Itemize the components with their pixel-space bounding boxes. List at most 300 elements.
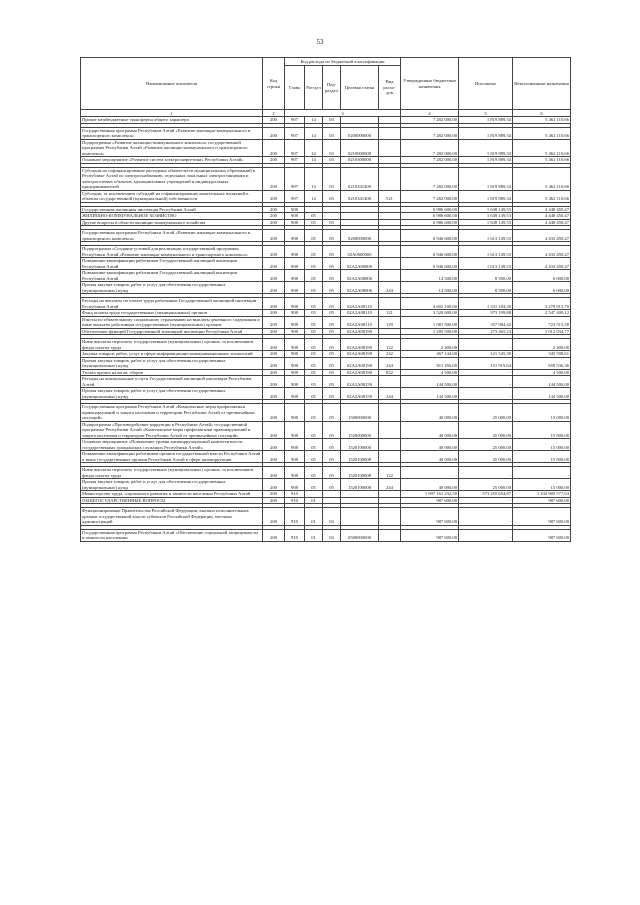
budget-table (80, 57, 571, 542)
row-section: 05 (305, 230, 323, 242)
header-approved: Утвержденные бюджетные назначения (401, 58, 459, 110)
table-row (81, 316, 571, 328)
row-subsection: 05 (323, 219, 341, 226)
row-line-code: 200 (263, 388, 285, 400)
row-chapter: 908 (285, 310, 305, 317)
row-target-item: 1520100000 (341, 439, 379, 451)
row-expense-type: 852 (379, 369, 401, 376)
row-name: Подпрограмма «Развитие жилищно-коммунального комплекса» государственной программы Республики Алтай «Развитие жилищно-коммунального и транспортного комплекса» (81, 139, 263, 157)
row-name: Взносы по обязательному социальному страхованию на выплаты денежного содержания и иные выплаты работникам государственных (муниципальных) органов (81, 316, 263, 328)
column-number: 6 (513, 110, 571, 117)
row-approved: 40 000,00 (401, 479, 459, 491)
row-target-item: 02А2А08190 (341, 351, 379, 358)
row-chapter: 908 (285, 467, 305, 479)
row-executed: 25 000,00 (459, 439, 513, 451)
row-name: Субсидии, за исключением субсидий на софинансирование капитальных вложений в объекты государственной (муниципальной) собственности (81, 190, 263, 202)
table-row (81, 451, 571, 463)
row-section: 05 (305, 270, 323, 282)
row-target-item: 02А2А08190 (341, 328, 379, 335)
row-expense-type (379, 139, 401, 157)
row-chapter: 907 (285, 117, 305, 124)
row-approved: 40 000,00 (401, 451, 459, 463)
row-section: 05 (305, 298, 323, 310)
row-subsection: 03 (323, 157, 341, 164)
row-section: 01 (305, 508, 323, 526)
row-section: 01 (305, 529, 323, 541)
row-executed: 1 819 889,34 (459, 167, 513, 190)
row-subsection: 05 (323, 328, 341, 335)
column-number: 4 (401, 110, 459, 117)
row-target-item: 02А2А08110 (341, 316, 379, 328)
table-row (81, 282, 571, 294)
row-name: Обеспечение функций Государственной жилищной инспекции Республики Алтай (81, 328, 263, 335)
row-approved: 6 986 600,00 (401, 213, 459, 220)
row-executed: 273 465,23 (459, 328, 513, 335)
table-row (81, 376, 571, 388)
row-expense-type (379, 376, 401, 388)
row-name: Фонд оплаты труда государственных (муниципальных) органов (81, 310, 263, 317)
row-executed: 1 638 149,53 (459, 206, 513, 213)
row-approved: - (401, 467, 459, 479)
row-executed: 1 819 889,34 (459, 127, 513, 139)
row-line-code: 200 (263, 258, 285, 270)
row-target-item: 02А2А08110 (341, 310, 379, 317)
row-subsection: 03 (323, 190, 341, 202)
row-expense-type (379, 421, 401, 439)
row-subsection: 05 (323, 467, 341, 479)
table-row (81, 467, 571, 479)
row-subsection: 05 (323, 451, 341, 463)
row-name: Расходы на выплаты по оплате труда работников Государственной жилищной инспекции Республики Алтай (81, 298, 263, 310)
row-unexecuted: 6 000,00 (513, 270, 571, 282)
row-line-code: 200 (263, 369, 285, 376)
row-name: Иные выплаты персоналу государственных (муниципальных) органов, за исключением фонда оплаты труда (81, 339, 263, 351)
row-executed: 1 613 149,53 (459, 246, 513, 258)
row-approved: 2 400,00 (401, 339, 459, 351)
row-name: Функционирование Правительства Российской Федерации, высших исполнительных органов государственной власти субъектов Российской Федерации, местных администраций (81, 508, 263, 526)
header-expense-type: Вид расхо-дов (379, 66, 401, 110)
row-executed: 973 199,88 (459, 310, 513, 317)
row-executed: 1 819 889,34 (459, 157, 513, 164)
row-approved: 6 986 600,00 (401, 206, 459, 213)
row-approved: 7 282 000,00 (401, 157, 459, 164)
header-chapter: Глава (285, 66, 305, 110)
row-expense-type (379, 167, 401, 190)
row-executed: 357 984,42 (459, 316, 513, 328)
row-unexecuted: 1 333 905 577,63 (513, 491, 571, 498)
row-approved: 4 500,00 (401, 369, 459, 376)
row-line-code: 200 (263, 127, 285, 139)
row-executed: 1 613 149,53 (459, 258, 513, 270)
row-executed: - (459, 508, 513, 526)
row-name: Министерство труда, социального развития и занятости населения Республики Алтай (81, 491, 263, 498)
table-row (81, 479, 571, 491)
row-section: 14 (305, 127, 323, 139)
row-target-item: 02А2А08159 (341, 376, 379, 388)
row-expense-type: 244 (379, 388, 401, 400)
table-row (81, 529, 571, 541)
header-section: Раз-дел (305, 66, 323, 110)
row-executed: 1 638 149,53 (459, 213, 513, 220)
row-chapter: 908 (285, 230, 305, 242)
row-chapter: 908 (285, 339, 305, 351)
table-row (81, 339, 571, 351)
row-target-item: 0500000000 (341, 529, 379, 541)
row-executed: 573 255 654,87 (459, 491, 513, 498)
row-unexecuted: 987 600,00 (513, 508, 571, 526)
row-name: Подпрограмма «Противодействие коррупции в Республике Алтай» государственной программы Республики Алтай «Комплексные меры профилактики правонарушений и защита населения и территории Республики Алтай от чрезвычайных ситуаций» (81, 421, 263, 439)
row-expense-type: 121 (379, 310, 401, 317)
row-unexecuted: 345 598,61 (513, 351, 571, 358)
row-subsection: 05 (323, 339, 341, 351)
row-chapter: 908 (285, 206, 305, 213)
row-unexecuted: 2 400,00 (513, 339, 571, 351)
table-row (81, 270, 571, 282)
row-name: Иные выплаты персоналу государственных (муниципальных) органов, за исключением фонда оплаты труда (81, 467, 263, 479)
row-target-item: 02А2А08006 (341, 270, 379, 282)
row-expense-type (379, 508, 401, 526)
row-name: Субсидии на софинансирование расходных обязательств муниципальных образований в Республике Алтай по электроснабжению, отдельных локальных электростанциями и электросетевых объектов, муниципальных учреждений и индивидуальных предпринимателей (81, 167, 263, 190)
row-name: Основное мероприятие «Повышение уровня антикоррупционной компетентности государственных гражданских служащих Республики Алтай» (81, 439, 263, 451)
row-target-item: 1520000000 (341, 421, 379, 439)
table-row (81, 439, 571, 451)
row-chapter: 908 (285, 351, 305, 358)
row-line-code: 200 (263, 219, 285, 226)
row-section: 05 (305, 357, 323, 369)
row-approved: 6 946 600,00 (401, 246, 459, 258)
row-expense-type: 122 (379, 467, 401, 479)
row-name: ОБЩЕГОСУДАРСТВЕННЫЕ ВОПРОСЫ (81, 497, 263, 504)
row-line-code: 200 (263, 270, 285, 282)
row-chapter: 908 (285, 246, 305, 258)
row-section: 05 (305, 376, 323, 388)
row-executed: 8 500,00 (459, 270, 513, 282)
row-approved: 6 946 600,00 (401, 258, 459, 270)
row-subsection: 05 (323, 351, 341, 358)
row-target-item: 02А2А08190 (341, 369, 379, 376)
row-section: 05 (305, 369, 323, 376)
row-executed: 25 000,00 (459, 421, 513, 439)
row-line-code: 200 (263, 491, 285, 498)
row-approved: 14 500,00 (401, 270, 459, 282)
row-section: 05 (305, 246, 323, 258)
row-line-code: 200 (263, 213, 285, 220)
row-name: Повышение квалификации работников Государственной жилищной инспекции Республики Алтай (81, 258, 263, 270)
row-executed: 25 000,00 (459, 404, 513, 422)
row-line-code: 200 (263, 282, 285, 294)
row-unexecuted: 1 012 034,77 (513, 328, 571, 335)
row-subsection: 05 (323, 421, 341, 439)
row-chapter: 908 (285, 369, 305, 376)
row-target-item: 0210300000 (341, 157, 379, 164)
row-name: Уплата прочих налогов, сборов (81, 369, 263, 376)
row-approved: 40 000,00 (401, 421, 459, 439)
row-approved: 40 000,00 (401, 404, 459, 422)
table-row (81, 404, 571, 422)
row-section: 05 (305, 351, 323, 358)
row-approved: 7 282 000,00 (401, 127, 459, 139)
header-budget-code-group: Код расхода по бюджетной классификации (285, 58, 401, 66)
row-target-item: 02А2А08006 (341, 282, 379, 294)
row-section: 05 (305, 258, 323, 270)
row-line-code: 200 (263, 404, 285, 422)
row-subsection: 05 (323, 258, 341, 270)
row-approved: 7 282 000,00 (401, 139, 459, 157)
row-subsection: 04 (323, 529, 341, 541)
row-chapter: 908 (285, 213, 305, 220)
row-target-item: 0210341400 (341, 190, 379, 202)
table-row (81, 246, 571, 258)
header-indicator: Наименование показателя (81, 58, 263, 110)
row-chapter: 910 (285, 529, 305, 541)
row-subsection: 05 (323, 369, 341, 376)
row-unexecuted: 4 448 450,47 (513, 213, 571, 220)
row-section: 05 (305, 421, 323, 439)
row-chapter: 908 (285, 439, 305, 451)
row-section: 14 (305, 157, 323, 164)
row-approved: 1 081 500,00 (401, 316, 459, 328)
row-approved: 6 986 600,00 (401, 219, 459, 226)
row-line-code: 200 (263, 190, 285, 202)
row-unexecuted: 659 536,36 (513, 357, 571, 369)
row-name: Государственная жилищная инспекция Республики Алтай (81, 206, 263, 213)
row-unexecuted: 15 000,00 (513, 451, 571, 463)
row-executed: 1 331 184,30 (459, 298, 513, 310)
row-chapter: 907 (285, 167, 305, 190)
row-line-code: 200 (263, 497, 285, 504)
row-unexecuted: 144 500,00 (513, 376, 571, 388)
row-expense-type (379, 451, 401, 463)
row-expense-type: 122 (379, 339, 401, 351)
row-approved: 987 600,00 (401, 529, 459, 541)
row-line-code: 200 (263, 421, 285, 439)
row-line-code: 200 (263, 139, 285, 157)
row-executed: - (459, 339, 513, 351)
row-approved: 987 600,00 (401, 508, 459, 526)
table-row (81, 127, 571, 139)
row-section: 14 (305, 190, 323, 202)
row-line-code: 200 (263, 206, 285, 213)
row-section: 05 (305, 388, 323, 400)
row-section: 05 (305, 451, 323, 463)
row-target-item: 02А0000000 (341, 246, 379, 258)
row-approved: 7 282 000,00 (401, 117, 459, 124)
row-chapter: 908 (285, 421, 305, 439)
header-executed: Исполнено (459, 58, 513, 110)
row-name: Другие вопросы в области жилищно-коммунального хозяйства (81, 219, 263, 226)
row-subsection: 03 (323, 127, 341, 139)
row-target-item: 1520100008 (341, 479, 379, 491)
table-row (81, 258, 571, 270)
row-chapter: 908 (285, 282, 305, 294)
row-target-item: 1500000000 (341, 404, 379, 422)
row-target-item: 02А2А08110 (341, 298, 379, 310)
row-line-code: 200 (263, 157, 285, 164)
row-chapter: 908 (285, 258, 305, 270)
row-line-code: 200 (263, 451, 285, 463)
row-unexecuted: 5 462 110,66 (513, 190, 571, 202)
row-line-code: 200 (263, 529, 285, 541)
row-name: ЖИЛИЩНО-КОММУНАЛЬНОЕ ХОЗЯЙСТВО (81, 213, 263, 220)
row-expense-type (379, 246, 401, 258)
row-chapter: 908 (285, 298, 305, 310)
row-subsection: 05 (323, 404, 341, 422)
row-subsection: 05 (323, 282, 341, 294)
row-name: Прочая закупка товаров, работ и услуг для обеспечения государственных (муниципальных) нужд (81, 357, 263, 369)
row-target-item: 0210341400 (341, 167, 379, 190)
row-section: 14 (305, 117, 323, 124)
row-target-item: 02А2А08190 (341, 357, 379, 369)
row-subsection: 03 (323, 117, 341, 124)
row-chapter: 908 (285, 388, 305, 400)
row-chapter: 908 (285, 316, 305, 328)
row-section: 05 (305, 282, 323, 294)
row-expense-type: 244 (379, 282, 401, 294)
row-expense-type (379, 439, 401, 451)
row-chapter: 908 (285, 357, 305, 369)
column-number: 2 (263, 110, 285, 117)
row-unexecuted: 2 547 400,12 (513, 310, 571, 317)
row-unexecuted: 5 462 110,66 (513, 157, 571, 164)
row-executed: 1 819 889,34 (459, 139, 513, 157)
row-expense-type: 244 (379, 357, 401, 369)
row-chapter: 908 (285, 451, 305, 463)
row-name: Прочая закупка товаров, работ и услуг для обеспечения государственных (муниципальных) нужд (81, 282, 263, 294)
row-approved: 1 285 500,00 (401, 328, 459, 335)
row-executed: - (459, 388, 513, 400)
table-row (81, 388, 571, 400)
row-expense-type (379, 270, 401, 282)
row-executed: 1 613 149,53 (459, 230, 513, 242)
row-executed: 151 919,64 (459, 357, 513, 369)
row-chapter: 908 (285, 270, 305, 282)
row-section: 05 (305, 310, 323, 317)
row-executed: 1 638 149,53 (459, 219, 513, 226)
row-executed: - (459, 376, 513, 388)
row-approved: 144 500,00 (401, 376, 459, 388)
row-unexecuted: 15 000,00 (513, 421, 571, 439)
row-expense-type (379, 404, 401, 422)
row-approved: 40 000,00 (401, 439, 459, 451)
row-line-code: 200 (263, 117, 285, 124)
column-number: 1 (81, 110, 263, 117)
row-unexecuted: 5 462 110,66 (513, 139, 571, 157)
row-target-item: 1520100008 (341, 467, 379, 479)
row-unexecuted: 4 448 450,47 (513, 219, 571, 226)
row-executed: 121 545,39 (459, 351, 513, 358)
row-name: Подпрограмма «Создание условий для реализации государственной программы Республики Алтай «Развитие жилищно-коммунального и транспортного комплекса» (81, 246, 263, 258)
row-section: 05 (305, 328, 323, 335)
row-line-code: 200 (263, 376, 285, 388)
row-unexecuted: 987 600,00 (513, 497, 571, 504)
row-expense-type (379, 127, 401, 139)
row-unexecuted: 4 433 450,47 (513, 230, 571, 242)
row-target-item: 0200000000 (341, 230, 379, 242)
row-expense-type (379, 258, 401, 270)
row-unexecuted: - (513, 467, 571, 479)
row-name: Прочие межбюджетные трансферты общего характера (81, 117, 263, 124)
row-line-code: 200 (263, 316, 285, 328)
row-target-item: 1520100008 (341, 451, 379, 463)
row-line-code: 200 (263, 310, 285, 317)
row-line-code: 200 (263, 167, 285, 190)
row-chapter: 907 (285, 190, 305, 202)
row-unexecuted: 6 000,00 (513, 282, 571, 294)
row-unexecuted: 5 462 110,66 (513, 117, 571, 124)
row-approved: 1 907 161 232,50 (401, 491, 459, 498)
row-section: 05 (305, 339, 323, 351)
row-chapter: 910 (285, 508, 305, 526)
row-approved: 4 602 100,00 (401, 298, 459, 310)
row-name: Государственная программа Республики Алтай «Развитие жилищно-коммунального и транспортного комплекса» (81, 127, 263, 139)
header-target-item: Целевая статья (341, 66, 379, 110)
row-subsection: 05 (323, 388, 341, 400)
row-section: 01 (305, 497, 323, 504)
row-section: 05 (305, 467, 323, 479)
row-unexecuted: 144 500,00 (513, 388, 571, 400)
row-unexecuted: 3 270 915,70 (513, 298, 571, 310)
row-subsection: 05 (323, 357, 341, 369)
table-row (81, 139, 571, 157)
header-subsection: Под-раздел (323, 66, 341, 110)
row-expense-type: 521 (379, 190, 401, 202)
row-approved: 144 500,00 (401, 388, 459, 400)
row-chapter: 908 (285, 404, 305, 422)
row-line-code: 200 (263, 439, 285, 451)
column-number: 3 (285, 110, 401, 117)
table-row (81, 357, 571, 369)
row-section: 05 (305, 439, 323, 451)
row-executed: - (459, 497, 513, 504)
row-executed: 25 000,00 (459, 451, 513, 463)
row-unexecuted: 15 000,00 (513, 479, 571, 491)
row-line-code: 200 (263, 351, 285, 358)
row-subsection: 05 (323, 310, 341, 317)
table-row (81, 298, 571, 310)
row-subsection: 05 (323, 376, 341, 388)
row-line-code: 200 (263, 357, 285, 369)
row-subsection: 04 (323, 508, 341, 526)
row-subsection: 03 (323, 167, 341, 190)
row-section: 05 (305, 479, 323, 491)
row-target-item: 0210000000 (341, 139, 379, 157)
row-section: 05 (305, 316, 323, 328)
row-chapter: 908 (285, 376, 305, 388)
page-number: 53 (316, 38, 324, 46)
table-body (81, 117, 571, 542)
row-approved: 6 946 600,00 (401, 230, 459, 242)
row-subsection: 05 (323, 479, 341, 491)
row-subsection: 05 (323, 298, 341, 310)
header-code-line: Код строки (263, 58, 285, 110)
row-unexecuted: 4 448 450,47 (513, 206, 571, 213)
row-section: 05 (305, 404, 323, 422)
row-line-code: 200 (263, 328, 285, 335)
row-executed: 8 500,00 (459, 282, 513, 294)
row-expense-type (379, 298, 401, 310)
row-chapter: 908 (285, 479, 305, 491)
row-name: Государственная программа Республики Алтай «Комплексные меры профилактики правонарушений и защита населения и территории Республики Алтай от чрезвычайных ситуаций» (81, 404, 263, 422)
table-row (81, 167, 571, 190)
column-number: 5 (459, 110, 513, 117)
row-subsection: 05 (323, 246, 341, 258)
row-unexecuted: 4 433 450,47 (513, 246, 571, 258)
row-expense-type: 244 (379, 479, 401, 491)
header-unexecuted: Неисполненные назначения (513, 58, 571, 110)
row-unexecuted: 5 462 110,66 (513, 167, 571, 190)
row-unexecuted: 4 500,00 (513, 369, 571, 376)
row-chapter: 907 (285, 157, 305, 164)
